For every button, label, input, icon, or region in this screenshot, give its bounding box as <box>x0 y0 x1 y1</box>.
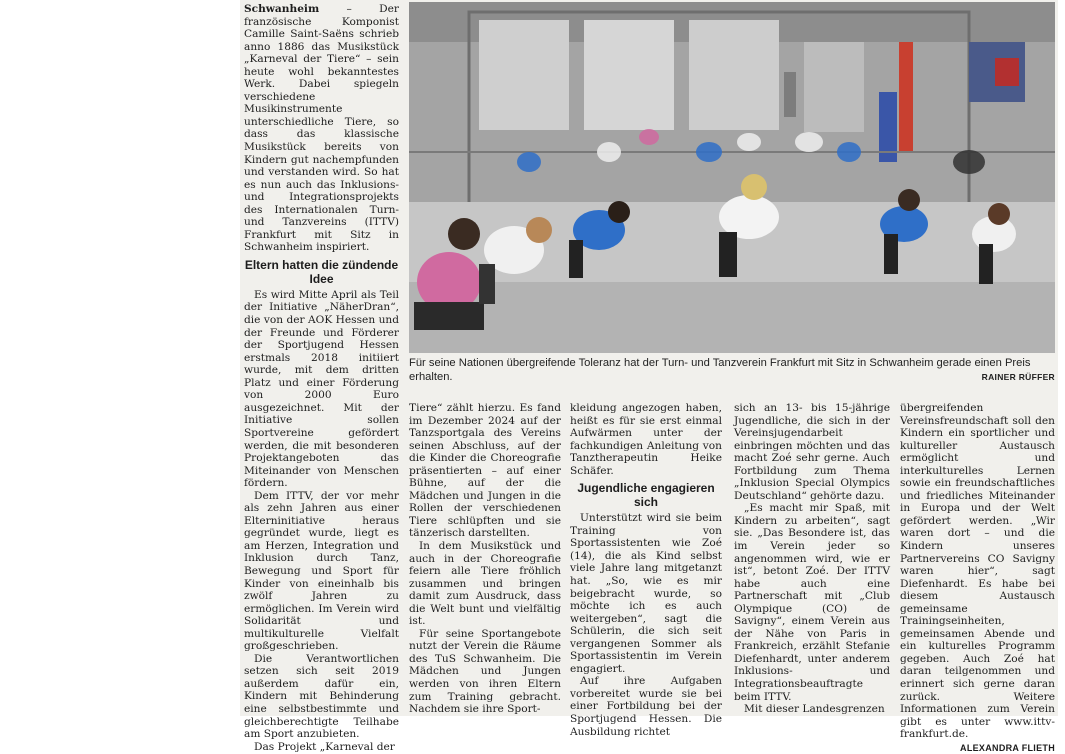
column-1 <box>244 3 399 753</box>
paragraph: kleidung angezogen haben, heißt es für sie erst einmal Aufwärmen unter der fachkundigen Anleitung von Tanztherapeutin Heike Schäfer. <box>570 402 722 477</box>
column-2 <box>409 402 561 716</box>
paragraph: In dem Musikstück und auch in der Choreografie feiern alle Tiere fröhlich zusammen und bringen damit zum Ausdruck, dass die Welt bunt und vielfältig ist. <box>409 540 561 628</box>
photo-caption: Für seine Nationen übergreifende Toleranz hat der Turn- und Tanzverein Frankfurt mit Sitz in Schwanheim gerade einen Preis erhalten. <box>409 357 1031 383</box>
column-3 <box>570 402 722 738</box>
lead-text: – Der französische Komponist Camille Saint-Saëns schrieb anno 1886 das Musikstück „Karneval der Tiere“ – sein heute wohl bekanntestes Werk. Dabei spiegeln verschiedene Musikinstrumente unterschiedliche Tiere, so dass das klassische Musikstück bereits von Kindern gut nachempfunden und verstanden wird. So hat es nun auch das Inklusions- und Integrationsprojekts des Internationalen Turn- und Tanzvereins (ITTV) Frankfurt mit Sitz in Schwanheim inspiriert. <box>244 3 399 254</box>
author-byline: ALEXANDRA FLIETH <box>960 742 1055 753</box>
dance-class-photo <box>409 2 1055 353</box>
paragraph: Für seine Sportangebote nutzt der Verein die Räume des TuS Schwanheim. Die Mädchen und Jungen werden von ihren Eltern zum Training gebracht. Nachdem sie ihre Sport- <box>409 627 561 716</box>
paragraph: Dem ITTV, der vor mehr als zehn Jahren aus einer Elterninitiative heraus gegründet wurde, liegt es am Herzen, Integration und Inklusion durch Tanz, Bewegung und Sport für Kinder von eineinhalb bis zwölf Jahren zu ermöglichen. Im Verein wird Solidarität und multikulturelle Vielfalt großgeschrieben. <box>244 489 399 653</box>
paragraph: sich an 13- bis 15-jährige Jugendliche, die sich in der Vereinsjugendarbeit einbringen möchten und das macht Zoé sehr gerne. Auch Fortbildung zum Thema „Inklusion Special Olympics Deutschland“ gehörte dazu. <box>734 402 890 502</box>
paragraph: Tiere“ zählt hierzu. Es fand im Dezember 2024 auf der Tanzsportgala des Vereins seinen Abschluss, auf der die Kinder die Choreografie präsentierten – auf einer Bühne, auf der die Mädchen und Jungen in die Rollen der verschiedenen Tiere schlüpften und sie tänzerisch darstellten. <box>409 402 561 540</box>
paragraph: Es wird Mitte April als Teil der Initiative „NäherDran“, die von der AOK Hessen und der Freunde und Förderer der Sportjugend Hessen erstmals 2018 initiiert wurde, mit dem dritten Platz und einer Förderung von 2000 Euro ausgezeichnet. Mit der Initiative sollen Sportvereine gefördert werden, die mit besonderen Projektangeboten das Miteinander von Menschen fördern. <box>244 288 399 490</box>
article-photo <box>409 2 1055 353</box>
paragraph: übergreifenden Vereinsfreundschaft soll den Kindern ein sportlicher und kultureller Austausch ermöglicht und interkulturelles Lernen sowie ein freundschaftliches und friedliches Miteinander in Europa und der Welt gefördert werden. „Wir waren dort – und die Kindern unseres Partnervereins CO Savigny waren hier“, sagt Diefenhardt. Es habe bei diesem Austausch gemeinsame Trainingseinheiten, gemeinsamen Abende und ein kulturelles Programm gegeben. Auch Zoé hat daran teilgenommen und erinnert sich gerne daran zurück. Weitere Informationen zum Verein gibt es unter www.ittv-frankfurt.de. <box>900 402 1055 741</box>
paragraph: Das Projekt „Karneval der <box>254 740 395 753</box>
paragraph: Die Verantwortlichen setzen sich seit 2019 außerdem dafür ein, Kindern mit Behinderung eine selbstbestimmte und gleichberechtigte Teilhabe am Sport anzubieten. <box>244 652 399 741</box>
dateline: Schwanheim <box>244 3 320 15</box>
subheading-2: Jugendliche engagieren sich <box>577 481 715 510</box>
paragraph: „Es macht mir Spaß, mit Kindern zu arbeiten“, sagt sie. „Das Besondere ist, das im Verein jeder so angenommen wird, wie er ist“, betont Zoé. Der ITTV habe auch eine Partnerschaft mit „Club Olympique (CO) de Savigny“, einem Verein aus der Nähe von Paris in Frankreich, erzählt Stefanie Diefenhardt, unter anderem Inklusions- und Integrationsbeauftragte beim ITTV. <box>734 502 890 703</box>
column-5 <box>900 402 1055 754</box>
photo-credit: RAINER RÜFFER <box>981 372 1055 382</box>
subheading-1: Eltern hatten die zündende Idee <box>244 257 399 286</box>
lead-paragraph <box>244 3 399 254</box>
photo-caption-block <box>409 356 1055 384</box>
paragraph: Mit dieser Landesgrenzen <box>744 703 885 716</box>
paragraph: Unterstützt wird sie beim Training von Sportassistenten wie Zoé (14), die als Kind selbst viele Jahre lang mitgetanzt hat. „So, wie es mir beigebracht wurde, so möchte ich es auch weitergeben“, sagt die Schülerin, die sich seit vergangenen Sommer als Sportassistentin im Verein engagiert. <box>570 512 722 675</box>
column-4 <box>734 402 890 716</box>
paragraph: Auf ihre Aufgaben vorbereitet wurde sie bei einer Fortbildung bei der Sportjugend Hessen. Die Ausbildung richtet <box>570 675 722 738</box>
